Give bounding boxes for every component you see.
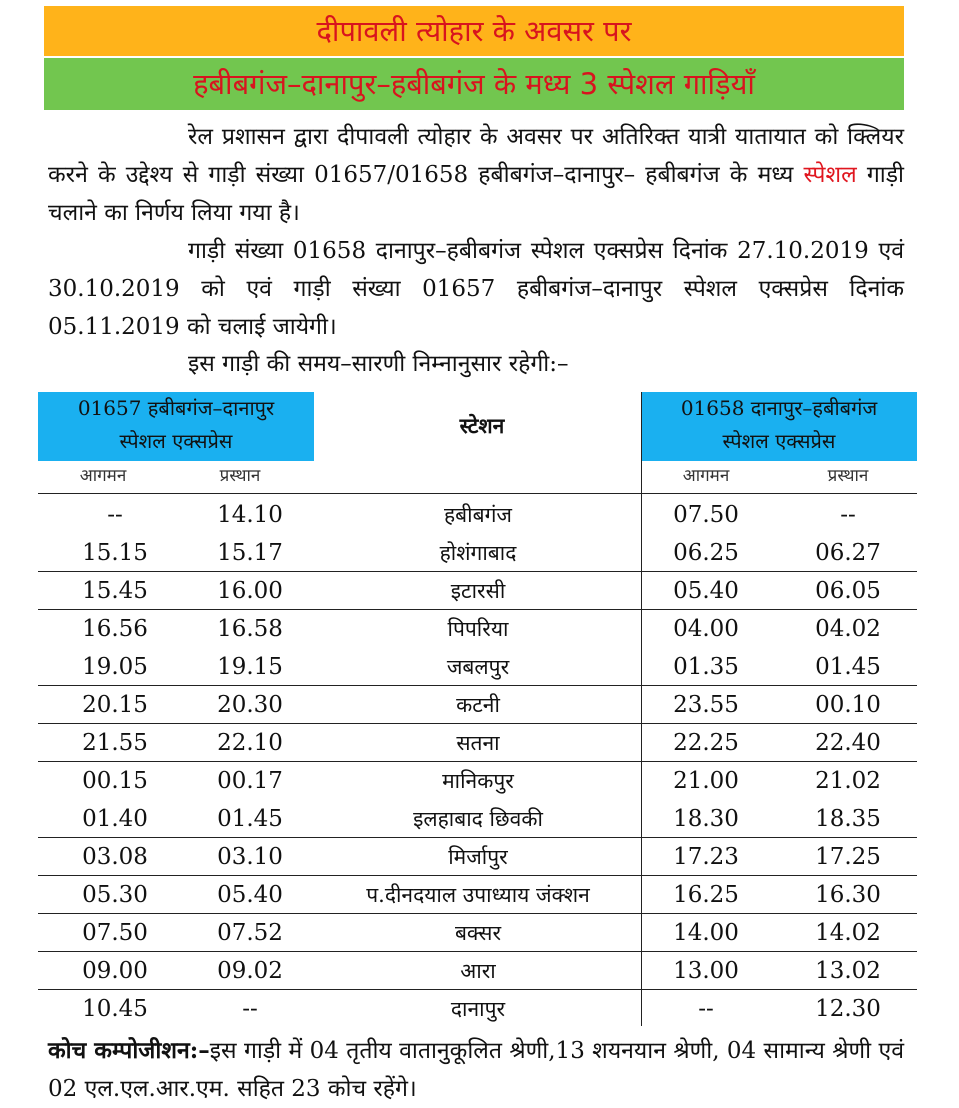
departure-01657: 07.52 — [217, 920, 283, 946]
coach-composition — [48, 1032, 904, 1108]
arrival-01657: 16.56 — [82, 616, 148, 642]
departure-01657: 16.58 — [217, 616, 283, 642]
table-row — [38, 724, 917, 762]
train-01657-header — [38, 392, 314, 461]
special-highlight: स्पेशल — [803, 162, 857, 188]
departure-01658: 22.40 — [815, 730, 881, 756]
arrival-01658: 14.00 — [673, 920, 739, 946]
table-row — [38, 800, 917, 838]
departure-01658: 06.27 — [815, 540, 881, 566]
departure-01657: 15.17 — [217, 540, 283, 566]
train-01658-header — [641, 392, 917, 461]
station-name: मिर्जापुर — [448, 845, 508, 869]
station-name: बक्सर — [454, 921, 502, 945]
arrival-01658: 22.25 — [673, 730, 739, 756]
departure-01658: -- — [840, 502, 856, 528]
arrival-01657: 00.15 — [82, 768, 148, 794]
departure-01658: 01.45 — [815, 654, 881, 680]
arrival-label-right: आगमन — [682, 466, 730, 486]
departure-01658: 06.05 — [815, 578, 881, 604]
arrival-01658: 13.00 — [673, 958, 739, 984]
station-name: इटारसी — [450, 579, 506, 603]
station-name: इलहाबाद छिवकी — [413, 807, 543, 831]
intro-text-end: गाड़ी चलाने का निर्णय लिया गया है। — [48, 162, 904, 226]
departure-01657: -- — [242, 996, 258, 1022]
departure-01658: 13.02 — [815, 958, 881, 984]
table-row — [38, 572, 917, 610]
arrival-01657: 20.15 — [82, 692, 148, 718]
intro-paragraph — [48, 118, 904, 232]
train-01658-subtitle: स्पेशल एक्सप्रेस — [722, 429, 836, 453]
arrival-01658: 07.50 — [673, 502, 739, 528]
arrival-01658: 21.00 — [673, 768, 739, 794]
arrival-01657: 05.30 — [82, 882, 148, 908]
train-01657-title: 01657 हबीबगंज–दानापुर — [77, 396, 275, 420]
departure-01657: 14.10 — [217, 502, 283, 528]
station-name: आरा — [460, 959, 496, 983]
departure-01657: 19.15 — [217, 654, 283, 680]
row-rule — [38, 875, 917, 876]
arrival-01657: 15.15 — [82, 540, 148, 566]
arrival-01658: 01.35 — [673, 654, 739, 680]
arrival-01658: 23.55 — [673, 692, 739, 718]
departure-01657: 01.45 — [217, 806, 283, 832]
table-row — [38, 610, 917, 648]
departure-01658: 16.30 — [815, 882, 881, 908]
arrival-01657: 01.40 — [82, 806, 148, 832]
arrival-label-left: आगमन — [79, 466, 127, 486]
departure-01657: 05.40 — [217, 882, 283, 908]
arrival-01658: 04.00 — [673, 616, 739, 642]
header-rule — [38, 493, 917, 494]
departure-01657: 20.30 — [217, 692, 283, 718]
table-row — [38, 534, 917, 572]
train-01657-subtitle: स्पेशल एक्सप्रेस — [119, 429, 233, 453]
station-name: कटनी — [456, 693, 500, 717]
station-name: दानापुर — [450, 997, 506, 1021]
row-rule — [38, 951, 917, 952]
departure-01657: 22.10 — [217, 730, 283, 756]
table-row — [38, 762, 917, 800]
departure-01658: 17.25 — [815, 844, 881, 870]
departure-01657: 09.02 — [217, 958, 283, 984]
departure-label-right: प्रस्थान — [827, 466, 869, 486]
departure-01657: 03.10 — [217, 844, 283, 870]
row-rule — [38, 761, 917, 762]
arrival-01657: 15.45 — [82, 578, 148, 604]
arrival-01657: 03.08 — [82, 844, 148, 870]
departure-01658: 00.10 — [815, 692, 881, 718]
title-line-1: दीपावली त्योहार के अवसर पर — [44, 6, 904, 56]
arrival-01657: -- — [107, 502, 123, 528]
station-name: हबीबगंज — [444, 503, 512, 527]
row-rule — [38, 685, 917, 686]
row-rule — [38, 913, 917, 914]
arrival-01657: 10.45 — [82, 996, 148, 1022]
departure-01658: 14.02 — [815, 920, 881, 946]
arrival-01657: 19.05 — [82, 654, 148, 680]
arrival-01657: 09.00 — [82, 958, 148, 984]
table-row — [38, 952, 917, 990]
station-name: सतना — [456, 731, 500, 755]
station-header: स्टेशन — [459, 413, 505, 438]
arrival-01658: 06.25 — [673, 540, 739, 566]
row-rule — [38, 989, 917, 990]
station-name: मानिकपुर — [442, 769, 514, 793]
departure-label-left: प्रस्थान — [219, 466, 261, 486]
title-line-2: हबीबगंज–दानापुर–हबीबगंज के मध्य 3 स्पेशल गाड़ियाँ — [44, 58, 904, 110]
table-row — [38, 876, 917, 914]
arrival-01658: 18.30 — [673, 806, 739, 832]
station-name: जबलपुर — [446, 655, 510, 679]
train-01658-title: 01658 दानापुर–हबीबगंज — [680, 396, 878, 420]
row-rule — [38, 571, 917, 572]
arrival-01658: 17.23 — [673, 844, 739, 870]
arrival-01658: 16.25 — [673, 882, 739, 908]
schedule-heading: इस गाड़ी की समय–सारणी निम्नानुसार रहेगी:– — [188, 351, 569, 377]
table-row — [38, 990, 917, 1028]
arrival-01657: 21.55 — [82, 730, 148, 756]
table-row — [38, 838, 917, 876]
station-name: पिपरिया — [447, 617, 509, 641]
coach-composition-label: कोच कम्पोजीशन:– — [48, 1037, 210, 1064]
arrival-01658: 05.40 — [673, 578, 739, 604]
departure-01657: 16.00 — [217, 578, 283, 604]
intro-text: रेल प्रशासन द्वारा दीपावली त्योहार के अवसर पर अतिरिक्त यात्री यातायात को क्लियर करने के उद्देश्य से गाड़ी संख्या 01657/01658 हबीबगंज–दानापुर– हबीबगंज के मध्य — [48, 124, 904, 188]
table-row — [38, 648, 917, 686]
table-row — [38, 496, 917, 534]
station-name: होशंगाबाद — [439, 541, 517, 565]
departure-01658: 18.35 — [815, 806, 881, 832]
arrival-01658: -- — [698, 996, 714, 1022]
row-rule — [38, 837, 917, 838]
departure-01658: 04.02 — [815, 616, 881, 642]
departure-01657: 00.17 — [217, 768, 283, 794]
table-row — [38, 686, 917, 724]
row-rule — [38, 723, 917, 724]
table-row — [38, 914, 917, 952]
arrival-01657: 07.50 — [82, 920, 148, 946]
dates-text: गाड़ी संख्या 01658 दानापुर–हबीबगंज स्पेशल एक्सप्रेस दिनांक 27.10.2019 एवं 30.10.2019 को एवं गाड़ी संख्या 01657 हबीबगंज–दानापुर स्पेशल एक्सप्रेस दिनांक 05.11.2019 को चलाई जायेगी। — [48, 238, 904, 340]
departure-01658: 12.30 — [815, 996, 881, 1022]
dates-paragraph — [48, 232, 904, 346]
row-rule — [38, 609, 917, 610]
station-name: प.दीनदयाल उपाध्याय जंक्शन — [366, 883, 590, 907]
coach-composition-text: इस गाड़ी में 04 तृतीय वातानुकूलित श्रेणी,13 शयनयान श्रेणी, 04 सामान्य श्रेणी एवं 02 एल.एल.आर.एम. सहित 23 कोच रहेंगे। — [48, 1038, 904, 1102]
departure-01658: 21.02 — [815, 768, 881, 794]
